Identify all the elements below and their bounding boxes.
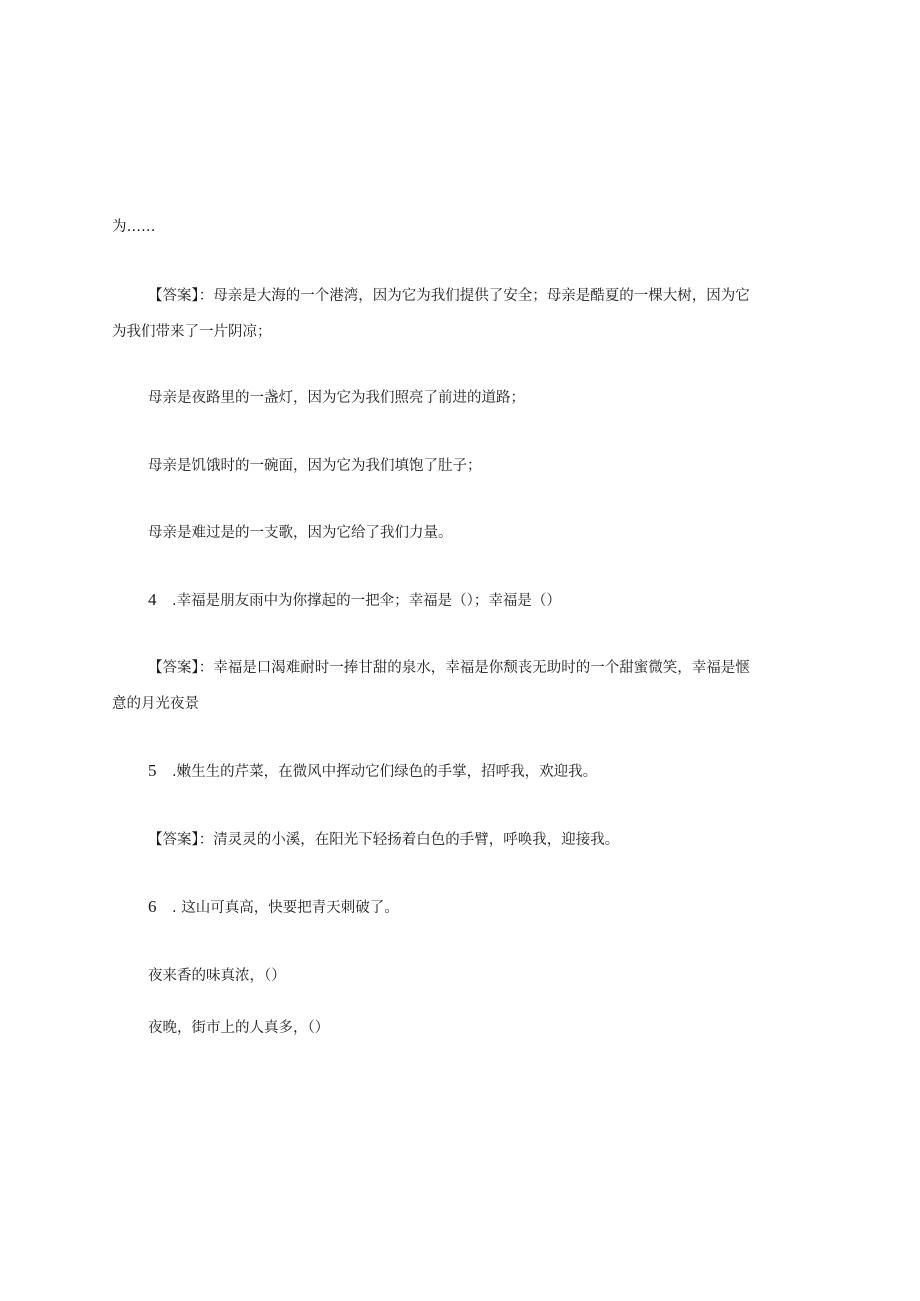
question-6-line-2: 夜来香的味真浓，（） [148, 968, 286, 984]
question-6-number: 6 [148, 897, 157, 916]
question-6 [148, 897, 399, 918]
answer-1-line-3: 母亲是夜路里的一盏灯，因为它为我们照亮了前进的道路； [148, 390, 525, 406]
answer-1-line-1: 【答案】：母亲是大海的一个港湾，因为它为我们提供了安全；母亲是酷夏的一棵大树，因为它 [148, 288, 750, 304]
answer-1-line-5: 母亲是难过是的一支歌，因为它给了我们力量。 [148, 525, 453, 541]
answer-4-line-2: 意的月光夜景 [112, 696, 199, 712]
question-4-text: .幸福是朋友雨中为你撑起的一把伞；幸福是（）；幸福是（） [172, 593, 561, 609]
question-5-text: .嫩生生的芹菜，在微风中挥动它们绿色的手掌，招呼我，欢迎我。 [172, 764, 598, 780]
question-6-line-3: 夜晚，街市上的人真多，（） [148, 1020, 330, 1036]
answer-4-line-1: 【答案】：幸福是口渴难耐时一捧甘甜的泉水，幸福是你颓丧无助时的一个甜蜜微笑，幸福是惬 [148, 660, 750, 676]
answer-1-line-2: 为我们带来了一片阴凉； [112, 324, 272, 340]
question-4-number: 4 [148, 590, 157, 609]
answer-5-line-1: 【答案】：清灵灵的小溪，在阳光下轻扬着白色的手臂，呼唤我，迎接我。 [148, 832, 620, 848]
answer-1-line-4: 母亲是饥饿时的一碗面，因为它为我们填饱了肚子； [148, 458, 482, 474]
question-5 [148, 761, 597, 782]
question-4 [148, 590, 561, 611]
intro-tail: 为…… [112, 219, 156, 235]
question-6-text: . 这山可真高，快要把青天刺破了。 [172, 900, 399, 916]
question-5-number: 5 [148, 761, 157, 780]
